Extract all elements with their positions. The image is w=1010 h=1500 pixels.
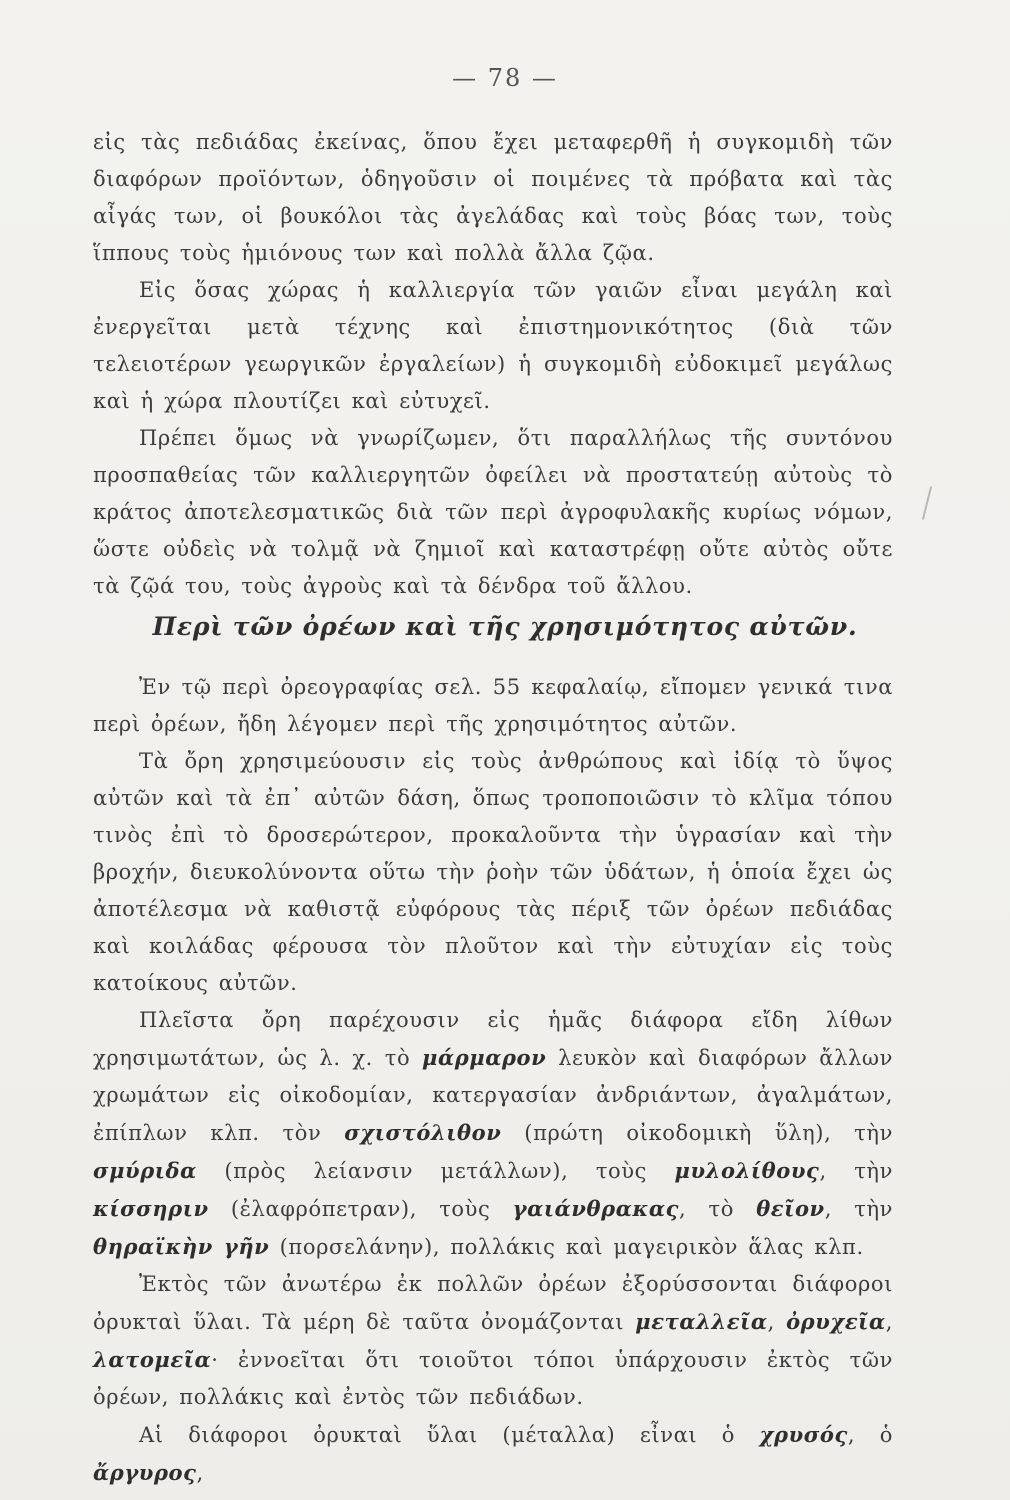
term-marble: μάρμαρον: [421, 1045, 547, 1070]
text-run: , τὸ: [678, 1197, 757, 1221]
text-block-bottom: [93, 669, 893, 1492]
paragraph-5: Τὰ ὄρη χρησιμεύουσιν εἰς τοὺς ἀνθρώπους καὶ ἰδίᾳ τὸ ὕψος αὐτῶν καὶ τὰ ἐπ᾿ αὐτῶν δάση, ὅπως τροποποιῶσιν τὸ κλῖμα τόπου τινὸς ἐπὶ τὸ δροσερώτερον, προκαλοῦντα τὴν ὑγρασίαν καὶ τὴν βροχήν, διευκολύνοντα οὕτω τὴν ῥοὴν τῶν ὑδάτων, ἡ ὁποία ἔχει ὡς ἀποτέλεσμα νὰ καθιστᾷ εὐφόρους τὰς πέριξ τῶν ὀρέων πεδιάδας καὶ κοιλάδας φέρουσα τὸν πλοῦτον καὶ τὴν εὐτυχίαν εἰς τοὺς κατοίκους αὐτῶν.: [93, 749, 893, 995]
term-mines: ὀρυχεῖα: [786, 1309, 886, 1334]
text-run: · ἐννοεῖται ὅτι τοιοῦτοι τόποι ὑπάρχουσιν ἐκτὸς τῶν ὀρέων, πολλάκις καὶ ἐντὸς τῶν πεδιάδων.: [93, 1348, 893, 1409]
text-run: , ὁ: [847, 1423, 893, 1447]
term-coal: γαιάνθρακας: [512, 1196, 679, 1221]
paragraph-2: Εἰς ὅσας χώρας ἡ καλλιεργία τῶν γαιῶν εἶναι μεγάλη καὶ ἐνεργεῖται μετὰ τέχνης καὶ ἐπιστημονικότητος (διὰ τῶν τελειοτέρων γεωργικῶν ἐργαλείων) ἡ συγκομιδὴ εὐδοκιμεῖ μεγάλως καὶ ἡ χώρα πλουτίζει καὶ εὐτυχεῖ.: [93, 278, 893, 413]
term-schist: σχιστόλιθον: [344, 1120, 502, 1145]
margin-mark: [922, 486, 932, 519]
text-run: (πορσελάνην), πολλάκις καὶ μαγειρικὸν ἅλας κλπ.: [269, 1235, 864, 1259]
text-run: (ἐλαφρόπετραν), τοὺς: [208, 1197, 513, 1221]
text-run: ,: [196, 1461, 204, 1485]
text-block-top: [93, 124, 893, 605]
text-run: , τὴν: [819, 1159, 893, 1183]
paragraph-4: Ἐν τῷ περὶ ὀρεογραφίας σελ. 55 κεφαλαίῳ, εἴπομεν γενικά τινα περὶ ὀρέων, ἤδη λέγομεν περὶ τῆς χρησιμότητος αὐτῶν.: [93, 675, 893, 736]
term-emery: σμύριδα: [93, 1158, 197, 1183]
text-run: (πρὸς λείανσιν μετάλλων), τοὺς: [196, 1159, 675, 1183]
paragraph-7: [93, 1266, 893, 1416]
text-run: , τὴν: [824, 1197, 893, 1221]
term-quarries: λατομεῖα: [93, 1347, 212, 1372]
text-run: Πλεῖστα ὄρη παρέχουσιν εἰς ἡμᾶς διάφορα εἴδη λίθων χρησιμωτάτων, ὡς λ. χ. τὸ: [93, 1008, 893, 1070]
text-run: ,: [767, 1310, 787, 1334]
paragraph-1: εἰς τὰς πεδιάδας ἐκείνας, ὅπου ἔχει μεταφερθῆ ἡ συγκομιδὴ τῶν διαφόρων προϊόντων, ὁδηγοῦσιν οἱ ποιμένες τὰ πρόβατα καὶ τὰς αἶγάς των, οἱ βουκόλοι τὰς ἀγελάδας καὶ τοὺς βόας των, τοὺς ἵππους τοὺς ἡμιόνους των καὶ πολλὰ ἄλλα ζῷα.: [93, 130, 893, 265]
section-heading: Περὶ τῶν ὀρέων καὶ τῆς χρησιμότητος αὐτῶν.: [152, 612, 858, 641]
term-thera-earth: θηραϊκὴν γῆν: [93, 1234, 270, 1259]
text-run: Ἐκτὸς τῶν ἀνωτέρω ἐκ πολλῶν ὀρέων ἐξορύσσονται διάφοροι ὀρυκταὶ ὕλαι. Τὰ μέρη δὲ ταῦτα ὀνομάζονται: [93, 1272, 893, 1334]
term-millstones: μυλολίθους: [674, 1158, 820, 1183]
text-run: λευκὸν καὶ διαφόρων ἄλλων χρωμάτων εἰς οἰκοδομίαν, κατεργασίαν ἀνδριάντων, ἀγαλμάτων, ἐπίπλων κλπ. τὸν: [93, 1046, 893, 1145]
term-sulphur: θεῖον: [756, 1196, 825, 1221]
term-gold: χρυσός: [759, 1422, 848, 1447]
paragraph-6: [93, 1002, 893, 1266]
term-metal-mines: μεταλλεῖα: [635, 1309, 768, 1334]
text-run: ,: [885, 1310, 893, 1334]
text-run: Αἱ διάφοροι ὀρυκταὶ ὕλαι (μέταλλα) εἶναι ὁ: [139, 1423, 760, 1447]
term-pumice: κίσσηριν: [93, 1196, 209, 1221]
text-run: (πρώτη οἰκοδομικὴ ὕλη), τὴν: [501, 1121, 893, 1145]
page-number: — 78 —: [452, 64, 558, 92]
paragraph-3: Πρέπει ὅμως νὰ γνωρίζωμεν, ὅτι παραλλήλως τῆς συντόνου προσπαθείας τῶν καλλιεργητῶν ὀφείλει νὰ προστατεύῃ αὐτοὺς τὸ κράτος ἀποτελεσματικῶς διὰ τῶν περὶ ἀγροφυλακῆς κυρίως νόμων, ὥστε οὐδεὶς νὰ τολμᾷ νὰ ζημιοῖ καὶ καταστρέφῃ οὔτε αὐτὸς οὔτε τὰ ζῷά του, τοὺς ἀγροὺς καὶ τὰ δένδρα τοῦ ἄλλου.: [93, 426, 893, 598]
term-silver: ἄργυρος: [93, 1460, 197, 1485]
paragraph-8: [93, 1416, 893, 1492]
